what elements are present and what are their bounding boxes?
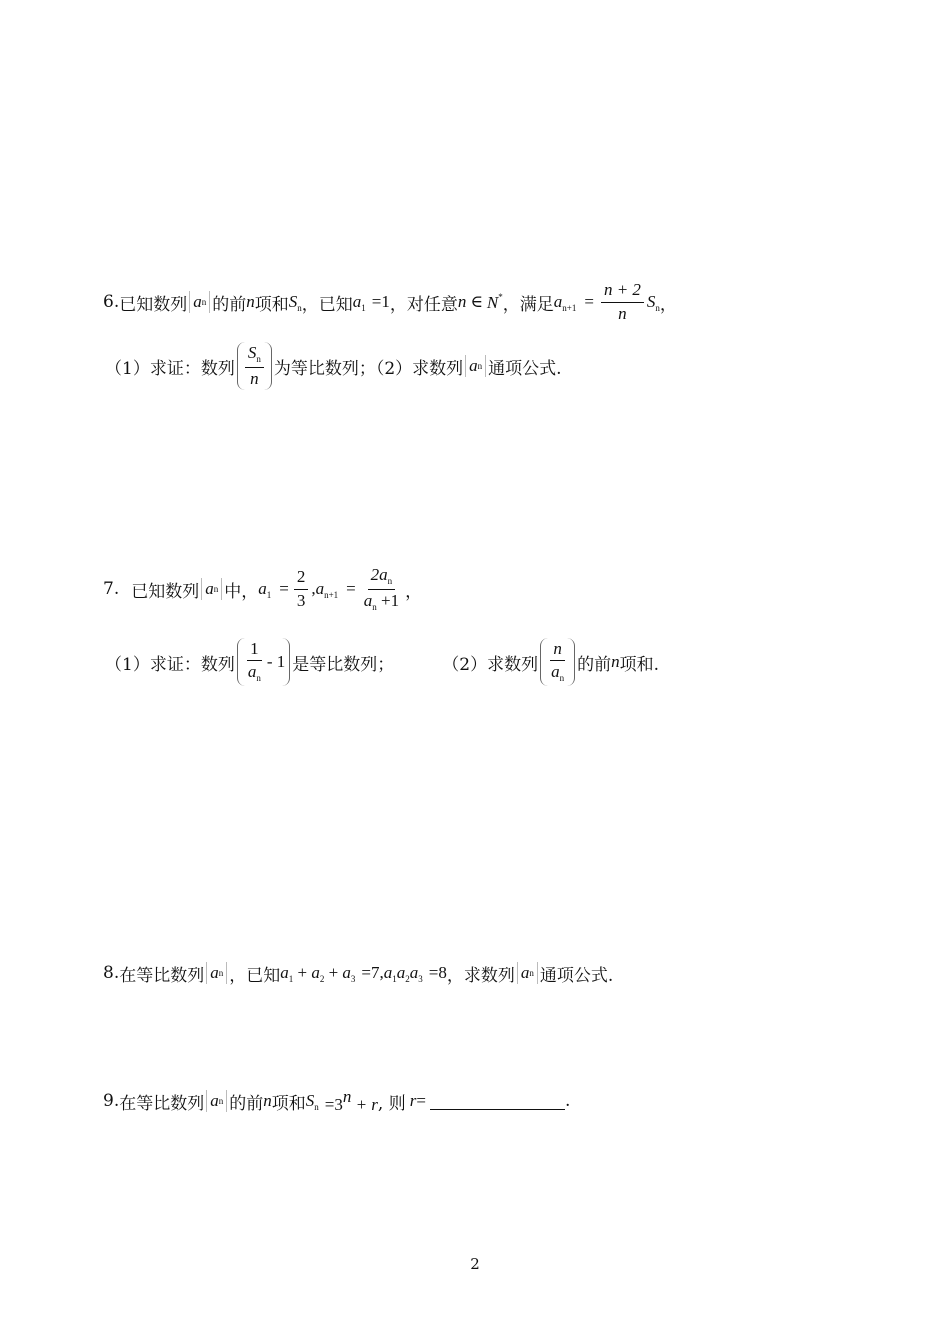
sequence-an: a n — [517, 962, 538, 984]
q6-Sn: $S_n$ — [288, 291, 302, 313]
sequence-an: a n — [465, 355, 486, 377]
q7-1-over-an: $\frac{1}{a_n}$ — [247, 638, 261, 684]
q6-text: ，满足 — [502, 294, 554, 315]
q7-var-n: n — [611, 652, 620, 671]
q6-in-symbol: ∈ — [470, 292, 483, 311]
q8-text: ，已知 — [229, 965, 281, 986]
q9-text: 的前 — [229, 1093, 264, 1114]
q6-text: 已知数列 — [119, 294, 188, 315]
q6-var-n: n — [457, 292, 467, 311]
q6-text: ， — [659, 294, 677, 315]
q7-an1: $a_{n+1}$ — [315, 578, 339, 600]
q6-var-n: n — [246, 292, 255, 311]
q6-text: 项和 — [254, 294, 289, 315]
q6-line-2 — [105, 340, 562, 392]
q9-number: 9. — [103, 1091, 120, 1111]
q7-text: 是等比数列； — [292, 654, 395, 675]
q7-a1: $a_1$ — [258, 578, 272, 600]
q9-var-n: n — [263, 1091, 272, 1110]
q8-text: 在等比数列 — [119, 965, 205, 986]
q9-line — [103, 1086, 570, 1116]
q9-equals: = — [416, 1091, 426, 1110]
q6-Sn-frac: $\frac{S_n}{n}$ — [245, 344, 264, 389]
q9-var-r: r — [409, 1091, 417, 1110]
q9-text: , 则 — [377, 1093, 406, 1114]
q6-fraction — [601, 281, 644, 323]
q7-equals: = — [346, 579, 356, 598]
q7-text: ， — [405, 581, 423, 602]
q7-text: 的前 — [577, 654, 612, 675]
sequence-an: a n — [201, 578, 222, 600]
q8-text: 通项公式. — [539, 965, 614, 986]
sequence-n-over-an — [540, 638, 575, 686]
q7-equals: = — [279, 579, 289, 598]
q6-text: ，已知 — [301, 294, 353, 315]
sequence-an: a n — [206, 962, 227, 984]
sequence-Sn-over-n — [237, 342, 272, 390]
q6-frac-numerator: n + 2 — [601, 281, 644, 303]
answer-blank[interactable] — [430, 1093, 565, 1110]
q9-text: . — [564, 1091, 571, 1111]
q9-formula: $=3^n + r$ — [324, 1087, 378, 1114]
q6-equals: = — [584, 292, 594, 311]
q6-part2-label: 为等比数列；（2）求数列 — [273, 358, 464, 379]
q6-Sn: $S_n$ — [646, 291, 660, 313]
q6-Nstar: N* — [486, 291, 503, 312]
q6-line-1 — [103, 279, 677, 323]
q8-prod-value: =8 — [428, 963, 447, 982]
q8-sum-value: =7, — [361, 963, 384, 982]
q8-prod-expr: $a_1a_2a_3$ — [383, 962, 423, 984]
q6-frac-denominator: n — [618, 303, 627, 323]
q7-text: 中， — [224, 581, 259, 602]
q7-frac-2-3: $\frac{2}{3}$ — [294, 568, 309, 610]
q6-a1-value: =1 — [371, 292, 390, 311]
q7-text: 已知数列 — [131, 581, 200, 602]
q7-recurrence-frac: $\frac{2a_n}{a_n +1}$ — [363, 564, 400, 612]
q8-text: ，求数列 — [446, 965, 515, 986]
q9-Sn: $S_n$ — [305, 1090, 319, 1112]
q6-a1: $a_1$ — [352, 291, 366, 313]
q7-line-1 — [103, 562, 422, 616]
page-number: 2 — [470, 1255, 480, 1273]
q7-line-2 — [105, 634, 659, 690]
q6-text: ，对任意 — [389, 294, 458, 315]
sequence-1-over-an-minus-1: $\frac{1}{a_n}$ - 1 — [237, 638, 290, 686]
sequence-an: a n — [189, 291, 210, 313]
q7-part2-label: （2）求数列 — [442, 654, 539, 675]
q6-an1: $a_{n+1}$ — [553, 291, 577, 313]
q9-text: 在等比数列 — [119, 1093, 205, 1114]
q7-text: 项和. — [619, 654, 659, 675]
q7-comma: , — [311, 579, 316, 598]
q7-n-over-an: $\frac{n}{a_n}$ — [551, 638, 565, 684]
q6-text: 通项公式. — [488, 358, 562, 379]
q9-text: 项和 — [271, 1093, 306, 1114]
sequence-an: a n — [206, 1090, 227, 1112]
q8-number: 8. — [103, 963, 120, 983]
q8-sum-expr: $a_1 + a_2 + a_3$ — [280, 962, 356, 984]
q7-part1-label: （1）求证：数列 — [105, 654, 235, 675]
q6-part1-label: （1）求证：数列 — [105, 358, 235, 379]
q6-text: 的前 — [212, 294, 247, 315]
q8-line — [103, 958, 613, 988]
q7-number: 7. — [103, 579, 120, 599]
q6-number: 6. — [103, 292, 120, 312]
